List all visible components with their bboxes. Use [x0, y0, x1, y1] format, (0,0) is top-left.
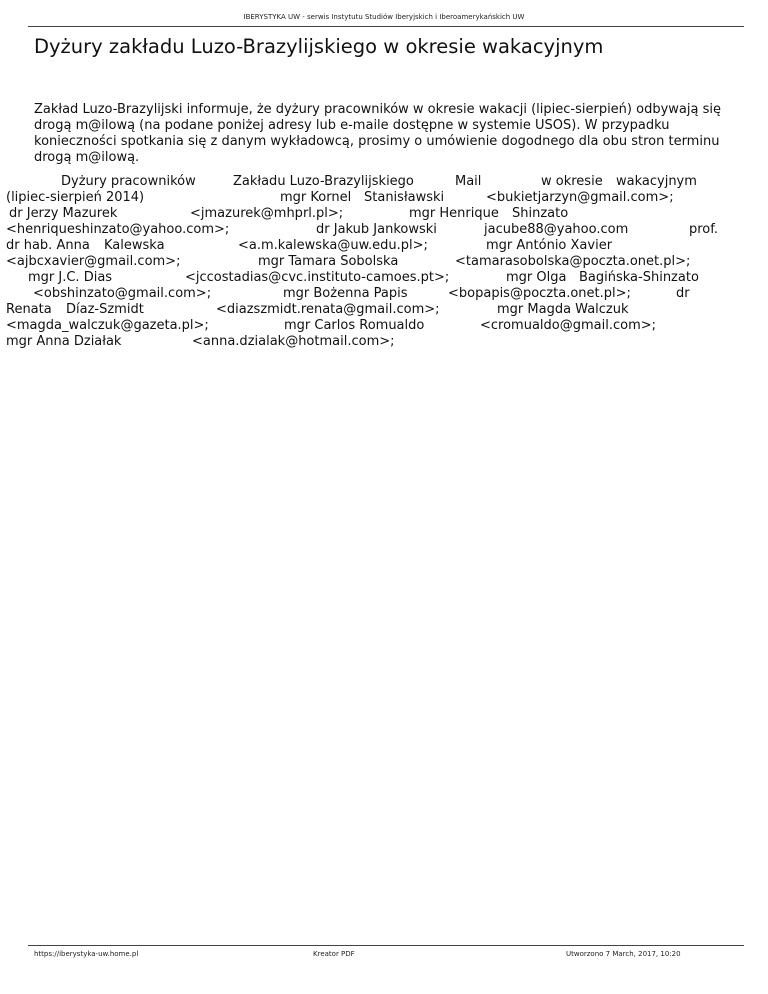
listing-text: dr Jerzy Mazurek — [9, 206, 118, 221]
listing-text: <diazszmidt.renata@gmail.com>; — [216, 302, 440, 317]
listing-line — [34, 286, 730, 302]
listing-text: <jccostadias@cvc.instituto-camoes.pt>; — [185, 270, 450, 285]
listing-line — [6, 222, 730, 238]
listing-text: prof. — [689, 222, 719, 237]
listing-line — [6, 302, 730, 318]
listing-text: <bopapis@poczta.onet.pl>; — [448, 286, 631, 301]
listing-line — [6, 238, 730, 254]
header-divider — [28, 26, 744, 27]
listing-text: mgr António Xavier — [486, 238, 613, 253]
listing-text: Dyżury pracowników — [61, 174, 196, 189]
listing-text: mgr Magda Walczuk — [497, 302, 629, 317]
listing-text: Bagińska-Shinzato — [579, 270, 699, 285]
listing-line — [28, 270, 730, 286]
listing-text: Zakładu Luzo-Brazylijskiego — [233, 174, 414, 189]
footer-url: https://iberystyka-uw.home.pl — [34, 950, 139, 958]
listing-text: mgr Anna Działak — [6, 334, 122, 349]
listing-text: wakacyjnym — [616, 174, 697, 189]
listing-text: <obshinzato@gmail.com>; — [33, 286, 212, 301]
listing-text: <jmazurek@mhprl.pl>; — [190, 206, 344, 221]
listing-text: <bukietjarzyn@gmail.com>; — [486, 190, 674, 205]
page-header: IBERYSTYKA UW - serwis Instytutu Studiów Iberyjskich i Iberoamerykańskich UW — [243, 13, 525, 21]
listing-line — [6, 318, 730, 334]
listing-text: mgr Bożenna Papis — [283, 286, 408, 301]
listing-line — [6, 190, 730, 206]
listing-text: mgr J.C. Dias — [28, 270, 113, 285]
listing-text: (lipiec-sierpień 2014) — [6, 190, 145, 205]
intro-paragraph: Zakład Luzo-Brazylijski informuje, że dyżury pracowników w okresie wakacji (lipiec-sierpień) odbywają się drogą m@ilową (na podane poniżej adresy lub e-maile dostępne w systemie USOS). W przypadku konieczności spotkania się z danym wykładowcą, prosimy o umówienie dogodnego dla obu stron terminu drogą m@ilową. — [34, 102, 721, 165]
listing-text: dr hab. Anna — [6, 238, 90, 253]
listing-text: <tamarasobolska@poczta.onet.pl>; — [455, 254, 691, 269]
staff-duty-listing — [6, 174, 730, 350]
page-title: Dyżury zakładu Luzo-Brazylijskiego w okresie wakacyjnym — [34, 35, 604, 58]
listing-text: mgr Henrique — [409, 206, 499, 221]
listing-text: mgr Kornel — [280, 190, 352, 205]
listing-text: jacube88@yahoo.com — [484, 222, 629, 237]
listing-text: Shinzato — [512, 206, 569, 221]
listing-text: w okresie — [541, 174, 603, 189]
footer-created: Utworzono 7 March, 2017, 10:20 — [566, 950, 681, 958]
listing-text: Mail — [455, 174, 482, 189]
listing-text: mgr Tamara Sobolska — [258, 254, 399, 269]
listing-text: Stanisławski — [364, 190, 445, 205]
listing-text: Kalewska — [104, 238, 165, 253]
listing-text: Renata — [6, 302, 52, 317]
listing-text: <anna.dzialak@hotmail.com>; — [192, 334, 395, 349]
listing-text: <henriqueshinzato@yahoo.com>; — [6, 222, 230, 237]
listing-line — [34, 174, 730, 190]
listing-text: dr — [676, 286, 690, 301]
footer-generator: Kreator PDF — [313, 950, 355, 958]
listing-text: dr Jakub Jankowski — [316, 222, 437, 237]
listing-text: <ajbcxavier@gmail.com>; — [6, 254, 181, 269]
listing-line — [6, 254, 730, 270]
listing-line — [6, 334, 730, 350]
listing-text: <magda_walczuk@gazeta.pl>; — [6, 318, 209, 333]
listing-text: <cromualdo@gmail.com>; — [480, 318, 657, 333]
listing-line — [9, 206, 730, 222]
footer-divider — [28, 945, 744, 946]
listing-text: mgr Carlos Romualdo — [284, 318, 425, 333]
listing-text: mgr Olga — [506, 270, 567, 285]
listing-text: <a.m.kalewska@uw.edu.pl>; — [238, 238, 428, 253]
listing-text: Díaz-Szmidt — [66, 302, 144, 317]
